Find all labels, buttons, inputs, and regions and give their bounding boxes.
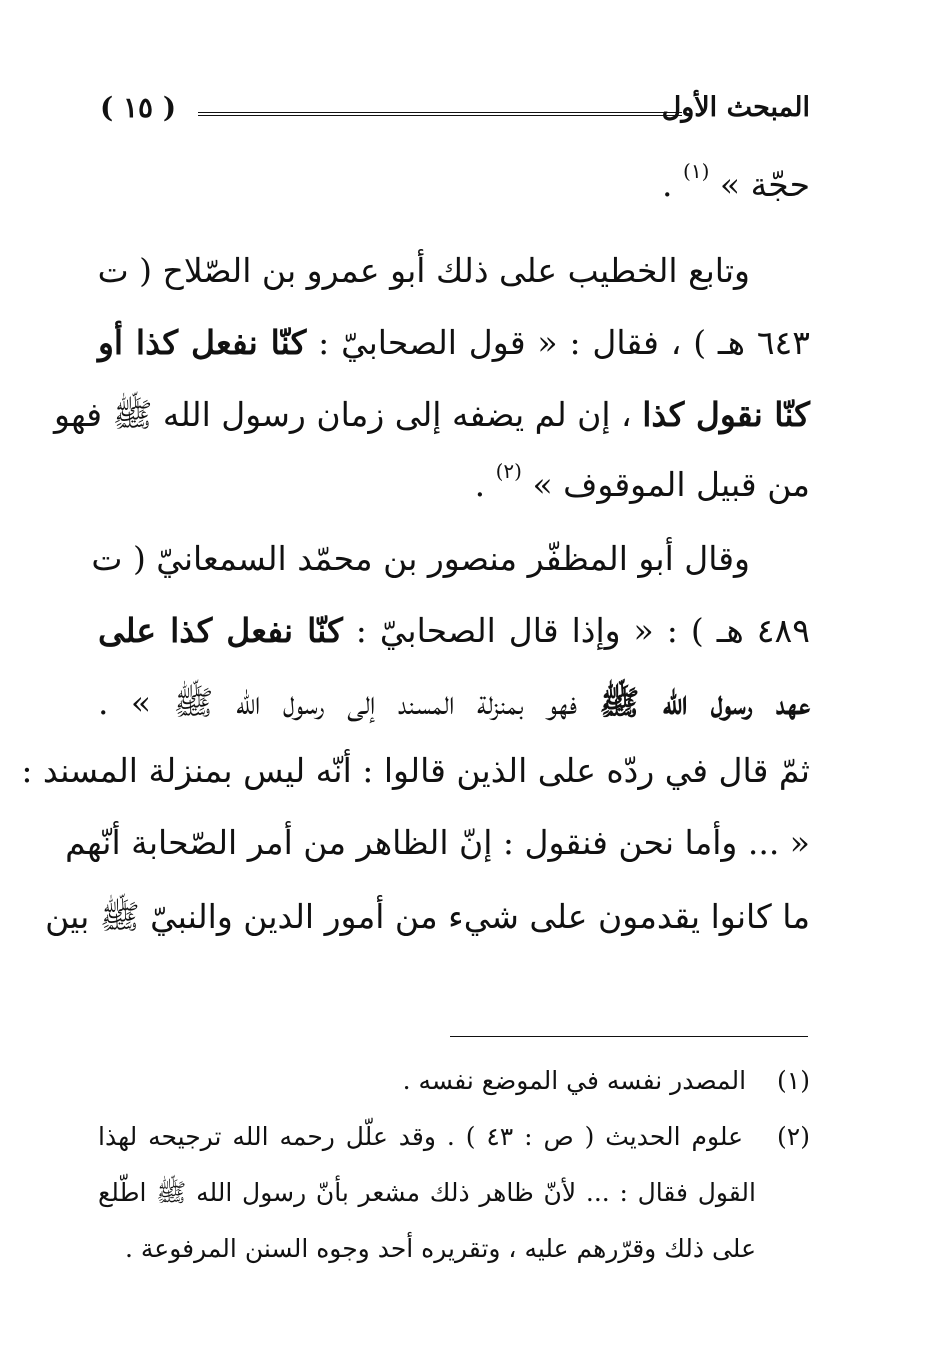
body-text: . [662,165,673,204]
footnote-text: القول فقال : ... لأنّ ظاهر ذلك مشعر بأنّ رسول الله ﷺ اطّلع [98,1178,756,1207]
body-text: وتابع الخطيب على ذلك أبو عمرو بن الصّلاح ( ت [97,251,750,290]
header-rule [198,112,682,116]
body-text: « ... وأما نحن فنقول : إنّ الظاهر من أمر الصّحابة أنّهم [65,823,810,862]
body-text: ما كانوا يقدمون على شيء من أمور الدين والنبيّ ﷺ بين [45,897,810,936]
body-text: ثمّ قال في ردّه على الذين قالوا : أنّه ليس بمنزلة المسند : [21,751,810,790]
page-number: ( ١٥ ) [100,91,177,124]
body-line-3 [98,318,810,368]
footnote-text: المصدر نفسه في الموضع نفسه . [402,1066,747,1095]
footnote-divider [450,1036,808,1037]
body-line-7 [98,606,810,656]
body-text: ، إن لم يضفه إلى زمان رسول الله ﷺ فهو [54,395,643,434]
footnote-1 [98,1060,810,1102]
body-text: ٤٨٩ هـ ) : « وإذا قال الصحابيّ : [342,611,810,650]
footnote-2-line-2 [98,1172,756,1214]
body-line-1 [98,160,810,210]
body-text: حجّة » [719,165,810,204]
body-text: وقال أبو المظفّر منصور بن محمّد السمعانيّ ( ت [91,539,750,578]
body-line-4 [54,390,810,440]
body-line-2 [98,246,810,296]
body-text: من قبيل الموقوف » [532,465,810,504]
bold-quote: عهد رسول الله ﷺ [599,683,810,722]
body-text: فهو بمنزلة المسند إلى رسول الله ﷺ » . [98,683,600,722]
footnote-text: على ذلك وقرّرهم عليه ، وتقريره أحد وجوه السنن المرفوعة . [124,1234,756,1263]
bold-quote: كنّا نقول كذا [642,395,810,434]
chapter-title: المبحث الأول [661,92,810,123]
body-line-5 [98,460,810,510]
bold-quote: كنّا نفعل كذا أو [98,323,307,362]
body-line-9 [21,746,810,796]
body-line-8 [98,678,810,728]
footnote-text: علوم الحديث ( ص : ٤٣ ) . وقد علّل رحمه الله ترجيحه لهذا [98,1122,744,1151]
footnote-number: (١) [777,1066,810,1095]
footnote-2-line-3 [98,1228,756,1270]
footnote-2-line-1 [98,1116,810,1158]
body-text: ٦٤٣ هـ ) ، فقال : « قول الصحابيّ : [306,323,810,362]
footnote-number: (٢) [777,1122,810,1151]
bold-quote: كنّا نفعل كذا على [98,611,343,650]
body-line-10 [65,818,810,868]
running-header [100,88,810,132]
footnote-ref-1: (١) [683,159,710,183]
body-text: . [474,465,486,504]
footnote-ref-2: (٢) [495,459,522,483]
body-line-6 [91,534,810,584]
body-line-11 [45,892,810,942]
